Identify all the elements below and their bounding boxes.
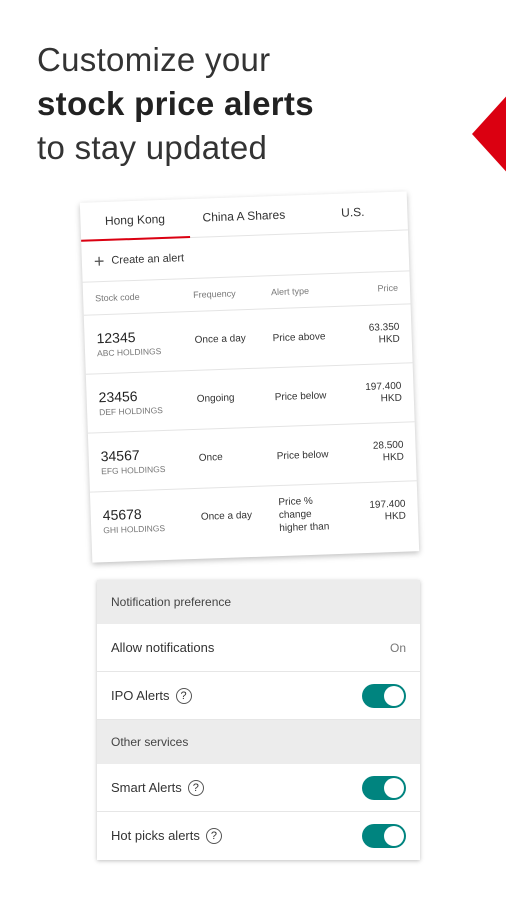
frequency: Ongoing (196, 392, 235, 405)
alert-type: Price % change higher than (278, 495, 330, 534)
currency: HKD (384, 510, 407, 523)
smart-alerts-row (97, 764, 420, 812)
frequency: Once a day (200, 510, 253, 523)
allow-notifications-value: On (389, 640, 406, 655)
price: 197.400 (369, 498, 406, 511)
section-notification-preference: Notification preference (97, 580, 420, 624)
alert-type: Price above (272, 330, 326, 344)
price: 28.500 (372, 439, 404, 452)
col-price: Price (377, 282, 399, 294)
currency: HKD (378, 333, 400, 346)
stock-name: EFG HOLDINGS (101, 463, 166, 477)
price: 63.350 (368, 321, 400, 334)
price: 197.400 (365, 380, 402, 393)
settings-panel (97, 580, 420, 860)
frequency: Once a day (194, 333, 247, 346)
stock-code: 23456 (98, 387, 138, 406)
allow-notifications-label: Allow notifications (111, 640, 215, 655)
alerts-card (80, 191, 419, 562)
currency: HKD (380, 392, 403, 405)
brand-hexagon-logo (472, 90, 506, 178)
table-row[interactable] (90, 481, 419, 550)
ipo-alerts-row (97, 672, 420, 720)
alert-type: Price below (276, 448, 329, 462)
hot-picks-alerts-row (97, 812, 420, 859)
tab-us[interactable]: U.S. (340, 204, 365, 220)
stock-name: DEF HOLDINGS (98, 405, 164, 418)
smart-alerts-label: Smart Alerts (111, 780, 182, 795)
headline (37, 38, 314, 170)
hot-picks-alerts-label: Hot picks alerts (111, 828, 200, 843)
hot-picks-alerts-toggle[interactable] (362, 824, 406, 848)
help-icon[interactable]: ? (176, 688, 192, 704)
col-alert-type: Alert type (270, 285, 310, 298)
stock-name: ABC HOLDINGS (96, 346, 162, 359)
help-icon[interactable]: ? (206, 828, 222, 844)
tab-hong-kong[interactable]: Hong Kong (80, 199, 190, 241)
section-other-services: Other services (97, 720, 420, 764)
help-icon[interactable]: ? (188, 780, 204, 796)
stock-name: GHI HOLDINGS (103, 523, 166, 536)
tab-china-a-shares[interactable]: China A Shares (202, 207, 286, 225)
col-frequency: Frequency (192, 288, 236, 300)
stock-code: 34567 (100, 446, 140, 465)
stock-code: 45678 (102, 505, 142, 524)
currency: HKD (382, 451, 405, 464)
alert-rows (84, 304, 419, 550)
smart-alerts-toggle[interactable] (362, 776, 406, 800)
frequency: Once (198, 451, 223, 464)
plus-icon: + (93, 251, 105, 272)
headline-line1: Customize your (37, 41, 271, 78)
ipo-alerts-label: IPO Alerts (111, 688, 170, 703)
create-alert-label: Create an alert (111, 252, 185, 267)
ipo-alerts-toggle[interactable] (362, 684, 406, 708)
alert-type: Price below (274, 389, 327, 403)
allow-notifications-row[interactable] (97, 624, 420, 672)
col-stock-code: Stock code (94, 291, 140, 304)
stock-code: 12345 (96, 328, 136, 347)
headline-line3: to stay updated (37, 129, 268, 166)
headline-line2: stock price alerts (37, 85, 314, 122)
